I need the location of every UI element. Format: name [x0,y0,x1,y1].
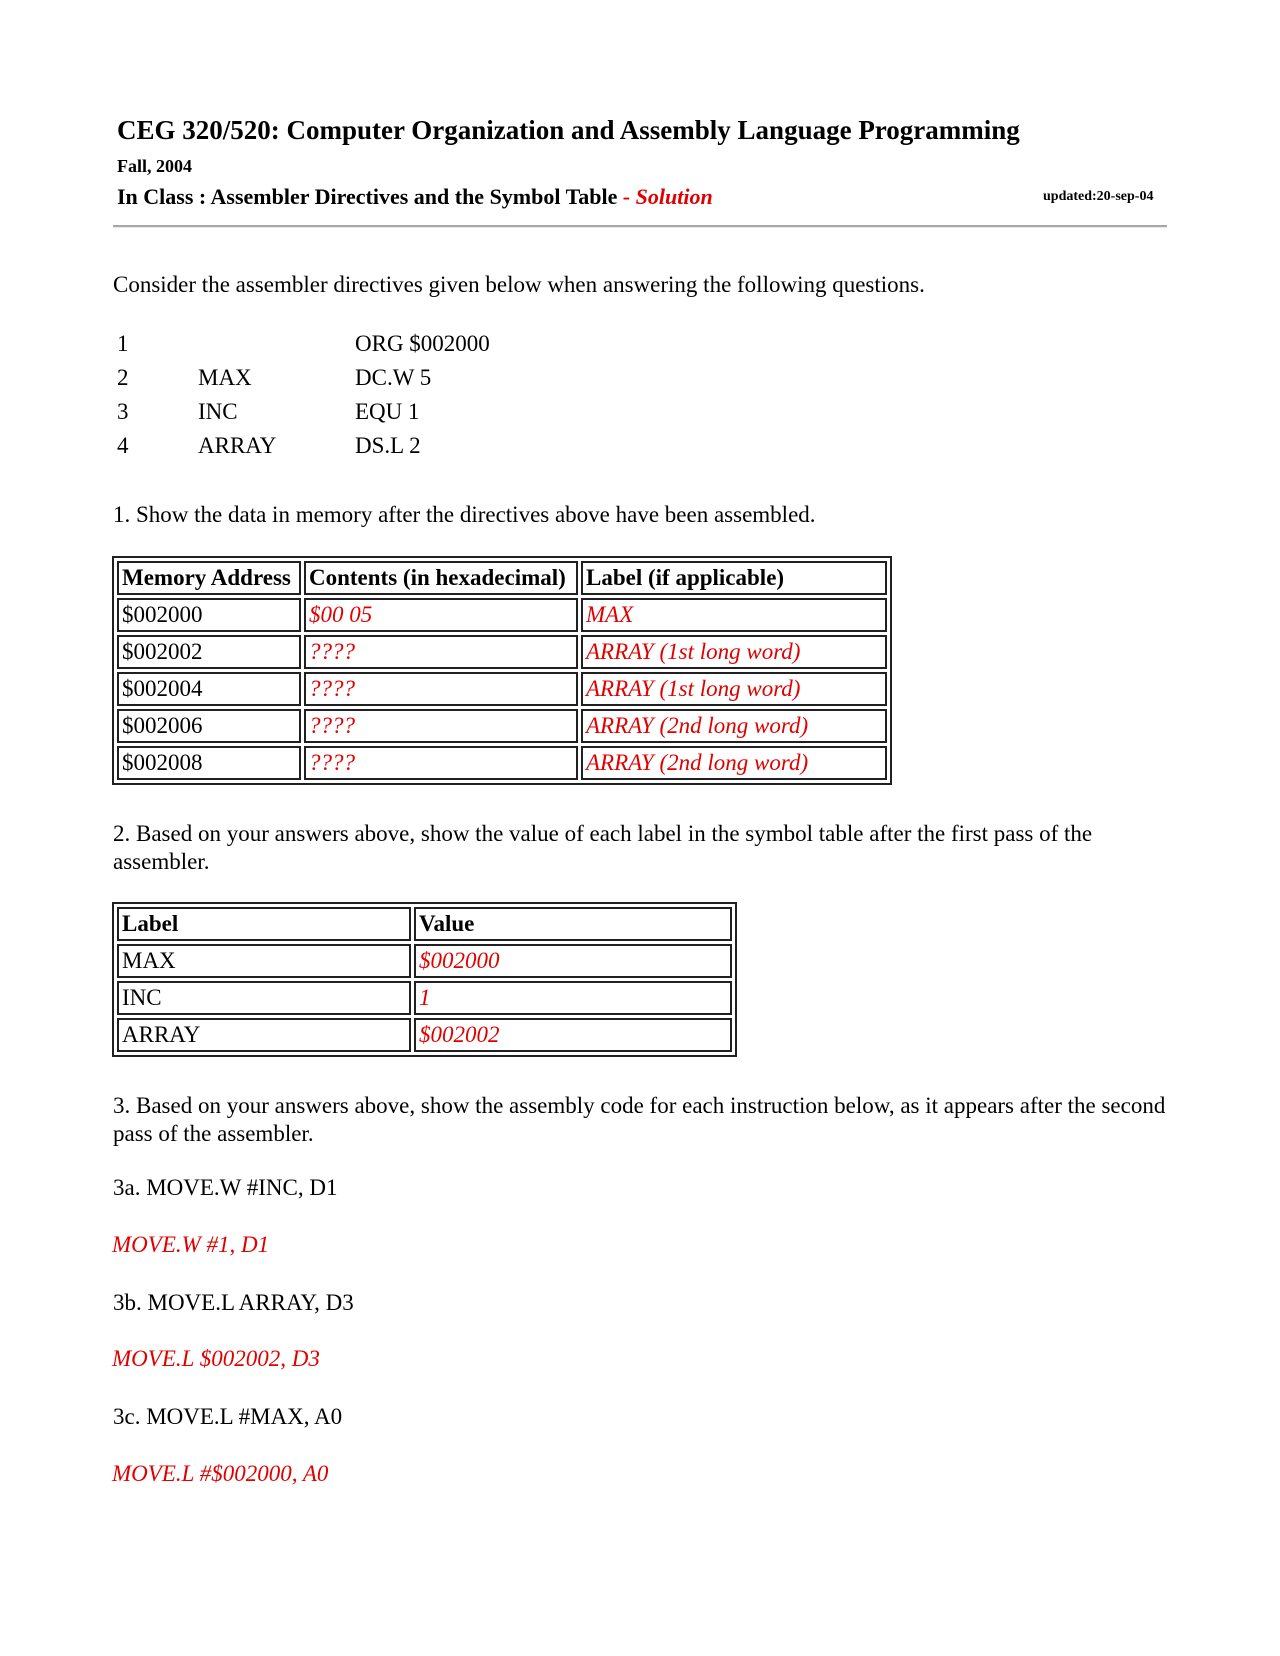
memory-table [112,556,892,785]
intro-text: Consider the assembler directives given below when answering the following questions. [113,272,925,297]
directive-op: DS.L 2 [355,433,421,458]
table-row [117,709,887,743]
symbol-label-cell: ARRAY [117,1018,411,1052]
header-cell: Label [117,907,411,941]
header-divider [113,225,1167,228]
directive-label: ARRAY [198,433,277,458]
instruction-3c: 3c. MOVE.L #MAX, A0 [113,1404,343,1429]
directive-label: MAX [198,365,252,390]
subtitle-text: In Class : Assembler Directives and the Symbol Table [117,184,618,209]
address-cell: $002006 [117,709,301,743]
line-number: 3 [117,399,129,424]
page-subtitle [117,184,713,210]
address-cell: $002008 [117,746,301,780]
table-row [117,672,887,706]
line-number: 1 [117,331,129,356]
course-title: CEG 320/520: Computer Organization and Assembly Language Programming [117,115,1020,145]
header-cell: Memory Address [117,561,301,595]
line-number: 2 [117,365,129,390]
line-number: 4 [117,433,129,458]
answer-3a: MOVE.W #1, D1 [112,1232,270,1257]
term: Fall, 2004 [117,156,192,176]
question-1: 1. Show the data in memory after the directives above have been assembled. [113,502,816,527]
directive-op: DC.W 5 [355,365,432,390]
label-cell: ARRAY (1st long word) [581,672,887,706]
header-cell: Label (if applicable) [581,561,887,595]
symbol-value-cell: 1 [414,981,732,1015]
table-row [117,746,887,780]
directive-op: ORG $002000 [355,331,490,356]
table-row [117,944,732,978]
address-cell: $002004 [117,672,301,706]
symbol-label-cell: INC [117,981,411,1015]
symbol-label-cell: MAX [117,944,411,978]
header-cell: Value [414,907,732,941]
contents-cell: ???? [304,709,578,743]
updated-date: updated:20-sep-04 [1043,189,1154,204]
solution-tag: - Solution [622,184,713,209]
table-row [117,598,887,632]
table-header-row [117,907,732,941]
table-row [117,1018,732,1052]
symbol-value-cell: $002002 [414,1018,732,1052]
label-cell: ARRAY (2nd long word) [581,746,887,780]
contents-cell: ???? [304,746,578,780]
contents-cell: ???? [304,635,578,669]
table-row [117,981,732,1015]
label-cell: ARRAY (2nd long word) [581,709,887,743]
instruction-3b: 3b. MOVE.L ARRAY, D3 [113,1290,354,1315]
question-3: 3. Based on your answers above, show the assembly code for each instruction below, as it appears after the second pass of the assembler. [113,1093,1166,1146]
instruction-3a: 3a. MOVE.W #INC, D1 [113,1175,338,1200]
address-cell: $002002 [117,635,301,669]
header-cell: Contents (in hexadecimal) [304,561,578,595]
question-2: 2. Based on your answers above, show the value of each label in the symbol table after the first pass of the assembler. [113,821,1093,874]
answer-3b: MOVE.L $002002, D3 [112,1346,320,1371]
answer-3c: MOVE.L #$002000, A0 [112,1461,329,1486]
table-row [117,635,887,669]
contents-cell: $00 05 [304,598,578,632]
contents-cell: ???? [304,672,578,706]
directive-label: INC [198,399,238,424]
address-cell: $002000 [117,598,301,632]
directive-op: EQU 1 [355,399,420,424]
label-cell: MAX [581,598,887,632]
symbol-value-cell: $002000 [414,944,732,978]
table-header-row [117,561,887,595]
symbol-table [112,902,737,1057]
label-cell: ARRAY (1st long word) [581,635,887,669]
